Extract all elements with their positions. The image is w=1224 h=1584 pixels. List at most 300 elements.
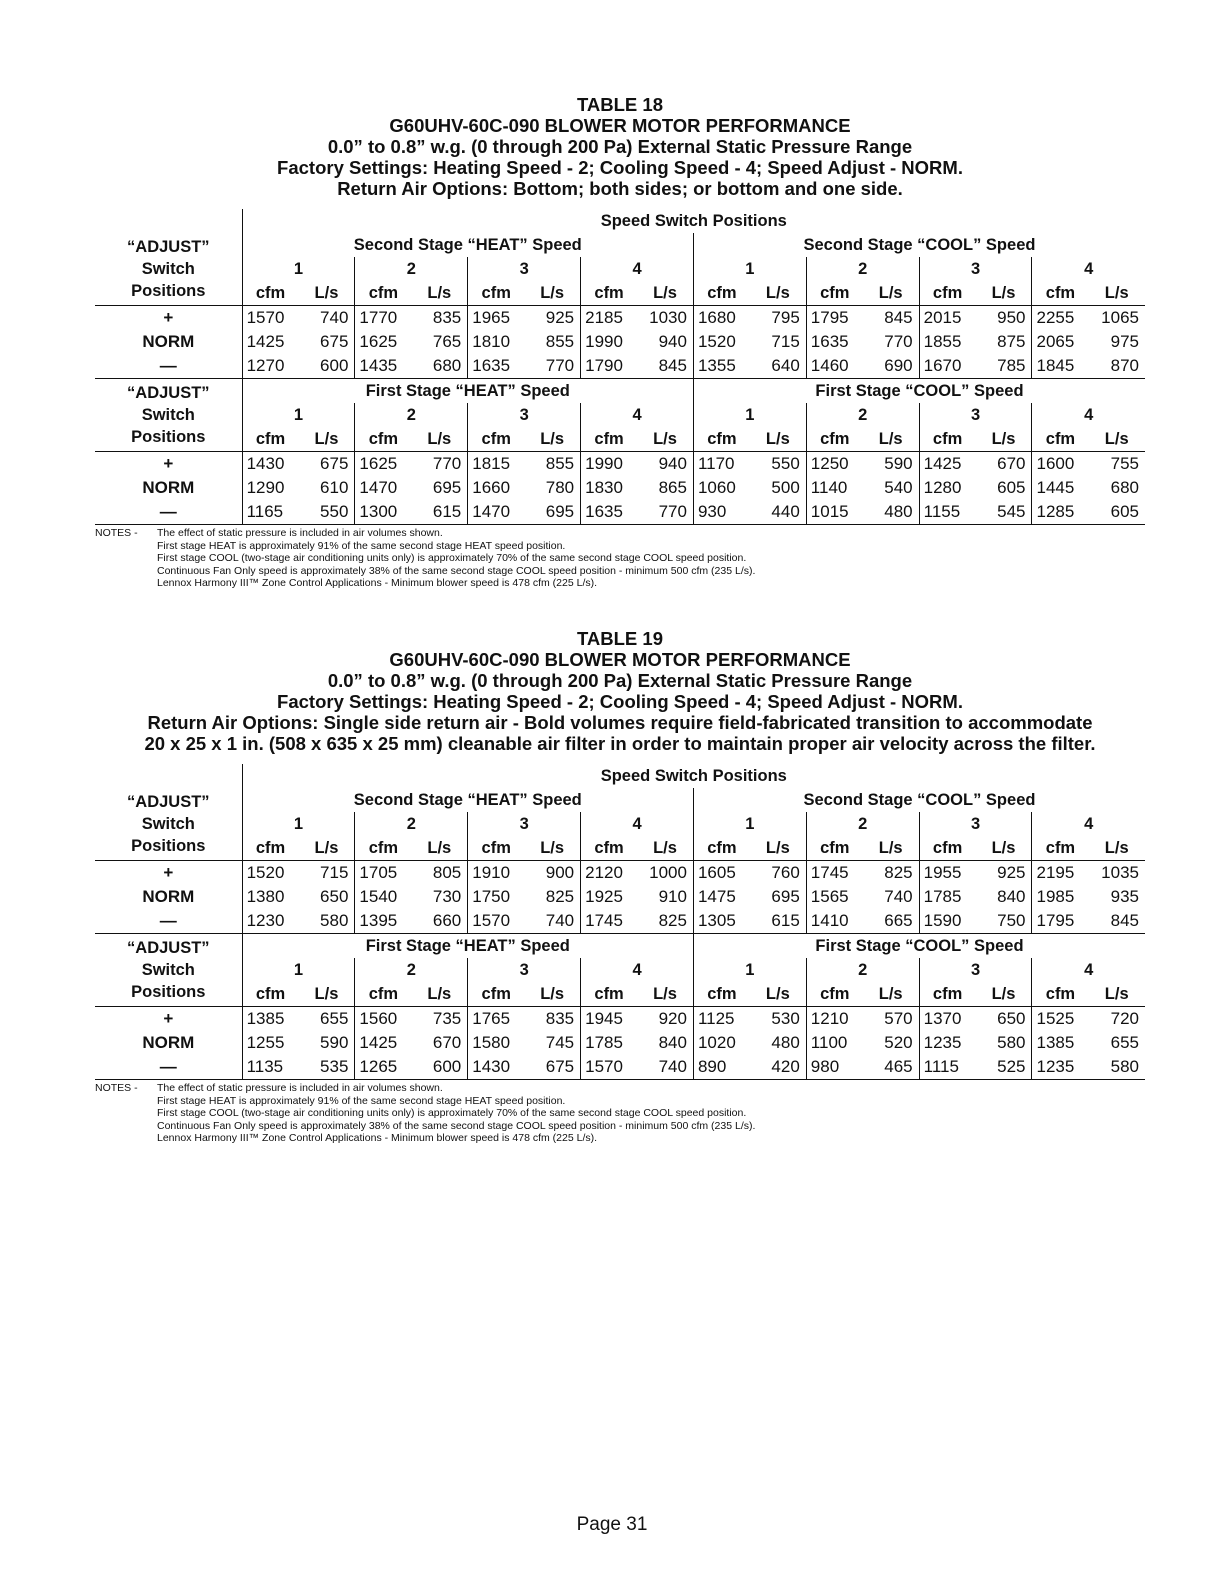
table-row	[95, 1055, 1145, 1080]
unit-ls: L/s	[1104, 985, 1129, 1003]
cfm-value: 1210	[806, 1007, 862, 1032]
unit-ls: L/s	[1104, 430, 1129, 448]
unit-cfm: cfm	[255, 985, 286, 1003]
ls-value: 680	[411, 354, 467, 379]
cfm-value: 1945	[581, 1007, 637, 1032]
speed-number: 4	[581, 812, 694, 836]
unit-ls: L/s	[1104, 284, 1129, 302]
ls-value: 1030	[637, 306, 693, 331]
unit-ls: L/s	[976, 836, 1032, 861]
ls-value: 835	[411, 306, 467, 331]
unit-cfm: cfm	[820, 985, 850, 1003]
ls-value: 865	[637, 476, 693, 500]
row-label: +	[95, 861, 242, 886]
table-19-block	[95, 628, 1145, 1145]
ls-value: 440	[750, 500, 806, 525]
ls-value: 745	[524, 1031, 580, 1055]
unit-ls: L/s	[750, 427, 806, 452]
cfm-value: 1285	[1032, 500, 1088, 525]
cfm-value: 2255	[1032, 306, 1088, 331]
speed-number: 1	[242, 257, 355, 281]
ls-value: 465	[863, 1055, 919, 1080]
cfm-value: 890	[693, 1055, 749, 1080]
table-row	[95, 306, 1145, 331]
speed-switch-header: Speed Switch Positions	[600, 212, 787, 230]
speed-number: 2	[355, 403, 468, 427]
cfm-value: 1430	[468, 1055, 524, 1080]
ls-value: 690	[863, 354, 919, 379]
cfm-value: 1795	[806, 306, 862, 331]
ls-value: 655	[299, 1007, 355, 1032]
ls-value: 675	[524, 1055, 580, 1080]
cfm-value: 1425	[919, 452, 975, 477]
cfm-value: 1020	[697, 1033, 736, 1052]
unit-cfm: cfm	[255, 284, 286, 302]
cfm-value: 2015	[919, 306, 975, 331]
cfm-value: 1625	[359, 332, 398, 351]
speed-number: 4	[1084, 961, 1094, 979]
cfm-value: 1410	[806, 909, 862, 934]
speed-number: 3	[468, 958, 581, 982]
ls-value: 480	[863, 500, 919, 525]
speed-number: 4	[1084, 260, 1094, 278]
second-stage-cool-header: Second Stage “COOL” Speed	[803, 236, 1036, 254]
cfm-value: 1060	[697, 478, 736, 497]
speed-number: 2	[806, 257, 919, 281]
unit-ls: L/s	[411, 836, 467, 861]
speed-number: 1	[242, 958, 355, 982]
ls-value: 540	[863, 476, 919, 500]
unit-ls: L/s	[299, 836, 355, 861]
ls-value: 650	[976, 1007, 1032, 1032]
row-label: +	[95, 452, 242, 477]
cfm-value: 980	[806, 1055, 862, 1080]
ls-value: 845	[637, 354, 693, 379]
note-line: Continuous Fan Only speed is approximately 38% of the same second stage COOL speed position - minimum 500 cfm (235 L/s).	[157, 564, 756, 577]
cfm-value: 1790	[581, 354, 637, 379]
note-line: First stage HEAT is approximately 91% of the same second stage HEAT speed position.	[157, 1094, 566, 1107]
cfm-value: 1990	[585, 332, 623, 351]
ls-value: 600	[411, 1055, 467, 1080]
second-stage-heat-header: Second Stage “HEAT” Speed	[242, 788, 693, 812]
ls-value: 735	[411, 1007, 467, 1032]
unit-cfm: cfm	[932, 839, 963, 857]
cfm-value: 1965	[468, 306, 524, 331]
ls-value: 740	[637, 1055, 693, 1080]
cfm-value: 1625	[355, 452, 411, 477]
unit-cfm: cfm	[707, 284, 737, 302]
ls-value: 770	[524, 354, 580, 379]
row-label: NORM	[95, 1031, 242, 1055]
row-label: —	[95, 1055, 242, 1080]
ls-value: 740	[863, 885, 919, 909]
cfm-value: 1460	[806, 354, 862, 379]
table-row	[95, 1031, 1145, 1055]
row-label: NORM	[95, 330, 242, 354]
cfm-value: 1385	[1036, 1033, 1075, 1052]
ls-value: 780	[524, 476, 580, 500]
ls-value: 1000	[637, 861, 693, 886]
ls-value: 825	[524, 885, 580, 909]
ls-value: 770	[637, 500, 693, 525]
cfm-value: 1395	[355, 909, 411, 934]
unit-ls: L/s	[299, 427, 355, 452]
unit-cfm: cfm	[368, 985, 399, 1003]
ls-value: 610	[299, 476, 355, 500]
unit-ls: L/s	[863, 427, 919, 452]
cfm-value: 1430	[242, 452, 298, 477]
ls-value: 925	[976, 861, 1032, 886]
unit-cfm: cfm	[1045, 430, 1076, 448]
unit-ls: L/s	[637, 281, 693, 306]
unit-ls: L/s	[976, 982, 1032, 1007]
speed-number: 3	[468, 403, 581, 427]
cfm-value: 1845	[1032, 354, 1088, 379]
cfm-value: 1235	[923, 1033, 962, 1052]
cfm-value: 1745	[581, 909, 637, 934]
cfm-value: 1570	[468, 909, 524, 934]
speed-number: 4	[581, 257, 694, 281]
unit-cfm: cfm	[820, 430, 850, 448]
ls-value: 660	[411, 909, 467, 934]
title-line: 0.0” to 0.8” w.g. (0 through 200 Pa) External Static Pressure Range	[327, 136, 913, 157]
ls-value: 420	[750, 1055, 806, 1080]
second-stage-cool-header: Second Stage “COOL” Speed	[803, 791, 1036, 809]
ls-value: 730	[411, 885, 467, 909]
table-row	[95, 861, 1145, 886]
ls-value: 770	[411, 452, 467, 477]
cfm-value: 1475	[697, 887, 736, 906]
unit-cfm: cfm	[594, 284, 624, 302]
unit-cfm: cfm	[481, 284, 511, 302]
table-row	[95, 885, 1145, 909]
table-title	[95, 628, 1145, 754]
unit-ls: L/s	[863, 982, 919, 1007]
ls-value: 695	[524, 500, 580, 525]
unit-ls: L/s	[863, 281, 919, 306]
cfm-value: 1470	[359, 478, 398, 497]
unit-ls: L/s	[524, 836, 580, 861]
cfm-value: 1605	[693, 861, 749, 886]
cfm-value: 1785	[585, 1033, 623, 1052]
table-row	[95, 500, 1145, 525]
cfm-value: 1565	[810, 887, 849, 906]
cfm-value: 1425	[359, 1033, 398, 1052]
ls-value: 940	[637, 452, 693, 477]
cfm-value: 1445	[1036, 478, 1075, 497]
cfm-value: 1425	[246, 332, 285, 351]
ls-value: 600	[299, 354, 355, 379]
unit-ls: L/s	[750, 281, 806, 306]
table-row	[95, 354, 1145, 379]
performance-table	[95, 764, 1145, 1080]
ls-value: 900	[524, 861, 580, 886]
note-line: First stage COOL (two-stage air conditioning units only) is approximately 70% of the same second stage COOL speed position.	[157, 1107, 747, 1119]
adjust-switch-label: “ADJUST” Switch Positions	[95, 788, 242, 861]
ls-value: 845	[863, 306, 919, 331]
cfm-value: 1370	[919, 1007, 975, 1032]
title-line: G60UHV-60C-090 BLOWER MOTOR PERFORMANCE	[389, 649, 851, 670]
ls-value: 975	[1110, 332, 1139, 351]
speed-number: 2	[806, 812, 919, 836]
adjust-switch-label: “ADJUST” Switch Positions	[95, 934, 242, 1007]
table-row	[95, 1007, 1145, 1032]
ls-value: 840	[637, 1031, 693, 1055]
ls-value: 720	[1088, 1007, 1145, 1032]
ls-value: 785	[976, 354, 1032, 379]
cfm-value: 1115	[919, 1055, 975, 1080]
table-row	[95, 452, 1145, 477]
note-line: First stage COOL (two-stage air conditioning units only) is approximately 70% of the same second stage COOL speed position.	[157, 552, 747, 564]
title-line: G60UHV-60C-090 BLOWER MOTOR PERFORMANCE	[389, 115, 851, 136]
ls-value: 545	[976, 500, 1032, 525]
unit-cfm: cfm	[481, 985, 511, 1003]
ls-value: 795	[750, 306, 806, 331]
row-label: NORM	[95, 476, 242, 500]
speed-number: 1	[693, 958, 806, 982]
unit-ls: L/s	[411, 281, 467, 306]
unit-ls: L/s	[637, 982, 693, 1007]
cfm-value: 1670	[919, 354, 975, 379]
speed-number: 2	[355, 812, 468, 836]
unit-cfm: cfm	[820, 284, 850, 302]
ls-value: 855	[524, 452, 580, 477]
first-stage-heat-header: First Stage “HEAT” Speed	[242, 379, 693, 404]
note-line: First stage HEAT is approximately 91% of the same second stage HEAT speed position.	[157, 539, 566, 552]
unit-cfm: cfm	[368, 430, 399, 448]
unit-ls: L/s	[637, 427, 693, 452]
ls-value: 770	[863, 330, 919, 354]
ls-value: 570	[863, 1007, 919, 1032]
cfm-value: 1580	[472, 1033, 511, 1052]
cfm-value: 1830	[585, 478, 623, 497]
cfm-value: 1635	[468, 354, 524, 379]
cfm-value: 1230	[242, 909, 298, 934]
cfm-value: 1305	[693, 909, 749, 934]
cfm-value: 1355	[693, 354, 749, 379]
cfm-value: 1015	[806, 500, 862, 525]
speed-number: 3	[919, 403, 1032, 427]
ls-value: 580	[976, 1031, 1032, 1055]
ls-value: 580	[299, 909, 355, 934]
cfm-value: 1855	[923, 332, 962, 351]
cfm-value: 1570	[581, 1055, 637, 1080]
first-stage-cool-header: First Stage “COOL” Speed	[815, 382, 1024, 400]
ls-value: 715	[299, 861, 355, 886]
speed-number: 4	[1084, 406, 1094, 424]
ls-value: 765	[411, 330, 467, 354]
unit-cfm: cfm	[481, 839, 511, 857]
title-line: Return Air Options: Bottom; both sides; or bottom and one side.	[337, 178, 903, 199]
ls-value: 535	[299, 1055, 355, 1080]
unit-ls: L/s	[411, 982, 467, 1007]
cfm-value: 1265	[355, 1055, 411, 1080]
speed-number: 1	[242, 812, 355, 836]
ls-value: 670	[411, 1031, 467, 1055]
cfm-value: 1570	[242, 306, 298, 331]
speed-number: 3	[468, 257, 581, 281]
ls-value: 480	[750, 1031, 806, 1055]
ls-value: 580	[1088, 1055, 1145, 1080]
cfm-value: 1165	[242, 500, 298, 525]
cfm-value: 2120	[581, 861, 637, 886]
title-line: 0.0” to 0.8” w.g. (0 through 200 Pa) External Static Pressure Range	[327, 670, 913, 691]
note-line: Lennox Harmony III™ Zone Control Applications - Minimum blower speed is 478 cfm (225 L/s).	[157, 577, 598, 589]
cfm-value: 1955	[919, 861, 975, 886]
table-row	[95, 909, 1145, 934]
ls-value: 590	[863, 452, 919, 477]
ls-value: 500	[750, 476, 806, 500]
table-row	[95, 330, 1145, 354]
cfm-value: 2065	[1036, 332, 1075, 351]
ls-value: 855	[524, 330, 580, 354]
cfm-value: 1520	[697, 332, 736, 351]
cfm-value: 1140	[810, 478, 848, 497]
unit-ls: L/s	[524, 427, 580, 452]
unit-cfm: cfm	[368, 839, 399, 857]
title-line: Factory Settings: Heating Speed - 2; Cooling Speed - 4; Speed Adjust - NORM.	[277, 691, 963, 712]
table-notes	[95, 1082, 1145, 1145]
cfm-value: 1635	[581, 500, 637, 525]
speed-number: 3	[919, 958, 1032, 982]
row-label: —	[95, 909, 242, 934]
cfm-value: 1590	[919, 909, 975, 934]
cfm-value: 1290	[246, 478, 285, 497]
cfm-value: 1985	[1036, 887, 1075, 906]
unit-ls: L/s	[637, 836, 693, 861]
ls-value: 875	[976, 330, 1032, 354]
cfm-value: 1135	[242, 1055, 298, 1080]
cfm-value: 1990	[581, 452, 637, 477]
unit-ls: L/s	[976, 281, 1032, 306]
speed-number: 1	[242, 403, 355, 427]
ls-value: 530	[750, 1007, 806, 1032]
ls-value: 845	[1088, 909, 1145, 934]
unit-cfm: cfm	[481, 430, 511, 448]
cfm-value: 2185	[581, 306, 637, 331]
page-number: Page 31	[576, 1514, 648, 1535]
unit-ls: L/s	[299, 281, 355, 306]
cfm-value: 930	[693, 500, 749, 525]
speed-number: 2	[355, 257, 468, 281]
speed-number: 4	[1084, 815, 1094, 833]
ls-value: 695	[750, 885, 806, 909]
ls-value: 950	[976, 306, 1032, 331]
speed-number: 2	[806, 403, 919, 427]
note-line: Continuous Fan Only speed is approximately 38% of the same second stage COOL speed position - minimum 500 cfm (235 L/s).	[157, 1119, 756, 1132]
ls-value: 675	[299, 452, 355, 477]
unit-cfm: cfm	[1045, 284, 1076, 302]
cfm-value: 1815	[468, 452, 524, 477]
ls-value: 1065	[1088, 306, 1145, 331]
speed-switch-header: Speed Switch Positions	[600, 767, 787, 785]
cfm-value: 1300	[355, 500, 411, 525]
notes-lead: NOTES -	[95, 527, 138, 539]
ls-value: 695	[411, 476, 467, 500]
cfm-value: 1255	[246, 1033, 285, 1052]
speed-number: 1	[693, 812, 806, 836]
cfm-value: 1280	[923, 478, 962, 497]
row-label: +	[95, 306, 242, 331]
second-stage-heat-header: Second Stage “HEAT” Speed	[242, 233, 693, 257]
cfm-value: 1250	[806, 452, 862, 477]
first-stage-heat-header: First Stage “HEAT” Speed	[242, 934, 693, 959]
ls-value: 750	[976, 909, 1032, 934]
note-line: Lennox Harmony III™ Zone Control Applications - Minimum blower speed is 478 cfm (225 L/s).	[157, 1132, 598, 1144]
speed-number: 1	[693, 257, 806, 281]
ls-value: 675	[299, 330, 355, 354]
speed-number: 1	[693, 403, 806, 427]
ls-value: 835	[524, 1007, 580, 1032]
unit-cfm: cfm	[594, 430, 624, 448]
cfm-value: 1525	[1032, 1007, 1088, 1032]
cfm-value: 1125	[693, 1007, 749, 1032]
ls-value: 740	[524, 909, 580, 934]
unit-cfm: cfm	[594, 985, 624, 1003]
ls-value: 760	[750, 861, 806, 886]
ls-value: 870	[1088, 354, 1145, 379]
table-title	[95, 94, 1145, 199]
unit-cfm: cfm	[932, 430, 963, 448]
performance-table	[95, 209, 1145, 525]
ls-value: 755	[1088, 452, 1145, 477]
speed-number: 2	[355, 958, 468, 982]
ls-value: 615	[411, 500, 467, 525]
cfm-value: 1155	[919, 500, 975, 525]
cfm-value: 1600	[1032, 452, 1088, 477]
ls-value: 805	[411, 861, 467, 886]
unit-cfm: cfm	[820, 839, 850, 857]
cfm-value: 1520	[242, 861, 298, 886]
row-label: +	[95, 1007, 242, 1032]
cfm-value: 1635	[810, 332, 849, 351]
unit-cfm: cfm	[707, 985, 737, 1003]
cfm-value: 2195	[1032, 861, 1088, 886]
cfm-value: 1785	[923, 887, 962, 906]
cfm-value: 1925	[585, 887, 623, 906]
unit-ls: L/s	[750, 982, 806, 1007]
unit-ls: L/s	[976, 427, 1032, 452]
title-line: Factory Settings: Heating Speed - 2; Cooling Speed - 4; Speed Adjust - NORM.	[277, 157, 963, 178]
unit-ls: L/s	[411, 427, 467, 452]
ls-value: 615	[750, 909, 806, 934]
unit-cfm: cfm	[707, 839, 737, 857]
unit-ls: L/s	[524, 982, 580, 1007]
title-line: Return Air Options: Single side return air - Bold volumes require field-fabricated transition to accommodate	[147, 712, 1093, 733]
ls-value: 650	[299, 885, 355, 909]
ls-value: 670	[976, 452, 1032, 477]
ls-value: 940	[637, 330, 693, 354]
cfm-value: 1540	[359, 887, 398, 906]
ls-value: 740	[299, 306, 355, 331]
first-stage-cool-header: First Stage “COOL” Speed	[815, 937, 1024, 955]
ls-value: 640	[750, 354, 806, 379]
ls-value: 550	[750, 452, 806, 477]
unit-cfm: cfm	[594, 839, 624, 857]
notes-lead: NOTES -	[95, 1082, 138, 1094]
cfm-value: 1810	[472, 332, 511, 351]
unit-cfm: cfm	[707, 430, 737, 448]
cfm-value: 1910	[468, 861, 524, 886]
cfm-value: 1170	[693, 452, 749, 477]
ls-value: 590	[299, 1031, 355, 1055]
speed-number: 2	[806, 958, 919, 982]
cfm-value: 1560	[355, 1007, 411, 1032]
ls-value: 605	[976, 476, 1032, 500]
cfm-value: 1770	[355, 306, 411, 331]
unit-cfm: cfm	[368, 284, 399, 302]
cfm-value: 1745	[806, 861, 862, 886]
